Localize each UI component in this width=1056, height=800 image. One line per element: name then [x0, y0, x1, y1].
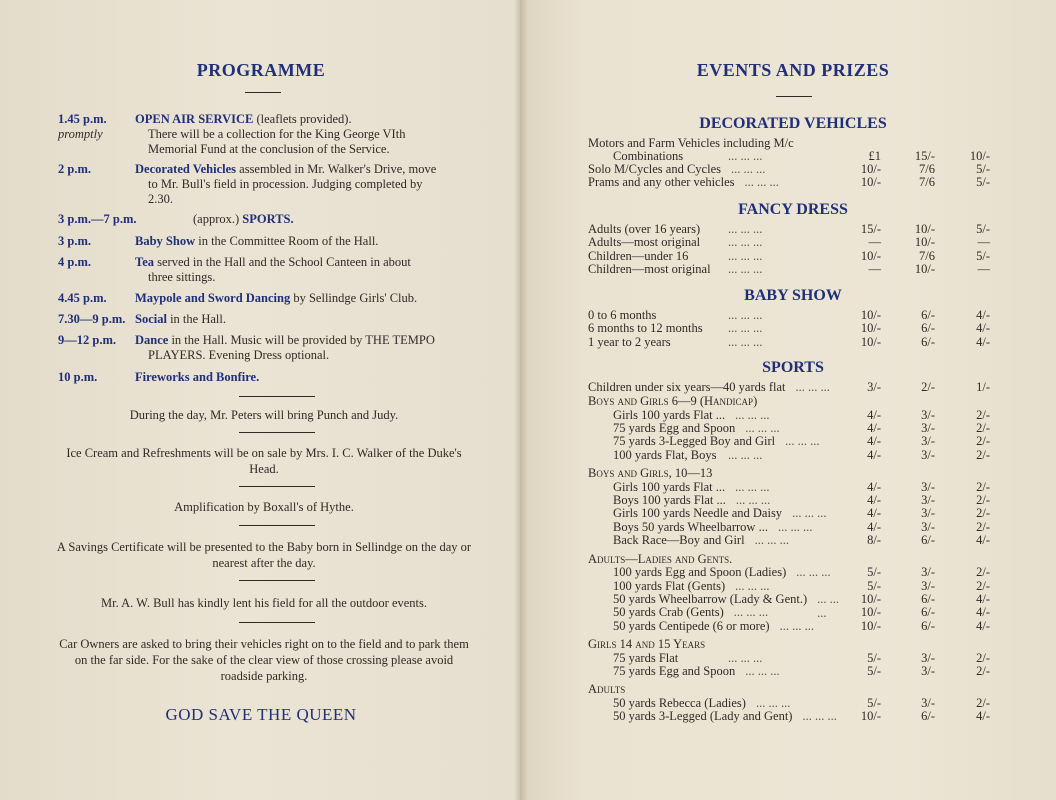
schedule-detail: by Sellindge Girls' Club. [290, 291, 418, 305]
prize-1: 4/- [867, 519, 881, 534]
prize-2: 3/- [921, 434, 935, 449]
leader-dots: ... ... ... [728, 248, 763, 263]
sports-group-heading-text: Adults [588, 682, 626, 697]
leader-dots: ... ... ... [795, 380, 830, 394]
prize-3: 2/- [976, 479, 990, 494]
prize-1: 4/- [867, 407, 881, 422]
schedule-time: 4.45 p.m. [58, 291, 107, 305]
prize-label: 100 yards Flat (Gents) [613, 578, 726, 593]
prize-2: 10/- [914, 235, 935, 250]
prize-row [588, 605, 998, 619]
prize-label: Adults—most original [588, 235, 701, 250]
prize-3: — [977, 235, 990, 250]
prize-1: 10/- [860, 709, 881, 724]
prize-1: — [868, 235, 881, 250]
prize-2: 10/- [914, 261, 935, 276]
sports-group-heading-text: Adults—Ladies and Gents. [588, 551, 733, 566]
prize-label: Children—under 16 [588, 248, 689, 263]
prize-1: 4/- [867, 506, 881, 521]
prize-3: 2/- [976, 407, 990, 422]
programme-note: Mr. A. W. Bull has kindly lent his field for all the outdoor events. [100, 596, 427, 610]
note-divider [239, 580, 315, 581]
prize-row [588, 448, 998, 462]
sports-group-heading-text: Boys and Girls 6—9 (Handicap) [588, 394, 758, 408]
prize-2: 3/- [921, 578, 935, 593]
prize-row [588, 149, 998, 163]
section-baby-show: BABY SHOW [744, 287, 842, 304]
closing-line: GOD SAVE THE QUEEN [165, 705, 357, 724]
prize-label: 50 yards Crab (Gents) [613, 605, 724, 620]
prize-label: 75 yards Egg and Spoon [613, 664, 736, 678]
prize-3: 2/- [976, 506, 990, 521]
leader-dots: ... ... ... [792, 506, 827, 521]
prize-row [588, 235, 998, 249]
leader-dots: ... ... ... [728, 235, 763, 250]
note-divider [239, 525, 315, 526]
prize-1: 5/- [867, 664, 881, 678]
prize-2: 3/- [921, 664, 935, 678]
leader-dots: ... ... ... [785, 434, 820, 449]
section-fancy-dress: FANCY DRESS [738, 201, 848, 218]
prize-1: 4/- [867, 420, 881, 435]
prize-2: 3/- [921, 407, 935, 422]
prize-1: 8/- [867, 533, 881, 548]
prize-1: 5/- [867, 695, 881, 710]
prize-label: Back Race—Boy and Girl [613, 533, 745, 548]
leader-dots: ... ... ... [744, 175, 779, 189]
prize-3: 2/- [976, 447, 990, 462]
prize-1: 10/- [860, 334, 881, 349]
schedule-time: 2 p.m. [58, 162, 91, 176]
schedule-detail: (leaflets provided). [253, 112, 352, 126]
prize-label: Children—most original [588, 261, 711, 276]
prize-row [588, 619, 998, 633]
prize-3: 2/- [976, 420, 990, 435]
schedule-description [193, 212, 535, 227]
prize-row [588, 579, 998, 593]
prize-1: 10/- [860, 618, 881, 633]
prize-label: Prams and any other vehicles [588, 175, 735, 189]
prize-2: 3/- [921, 695, 935, 710]
prize-2: 3/- [921, 565, 935, 580]
schedule-detail: assembled in Mr. Walker's Drive, move [236, 162, 437, 176]
section-sports: SPORTS [762, 359, 824, 376]
prize-2: 3/- [921, 506, 935, 521]
prize-label: 50 yards 3-Legged (Lady and Gent) [613, 709, 793, 724]
prize-1: 10/- [860, 248, 881, 263]
prize-1: 10/- [860, 308, 881, 322]
prize-label: 1 year to 2 years [588, 334, 671, 349]
prize-row [588, 520, 998, 534]
schedule-event-name: Social [135, 312, 167, 326]
leader-dots: ... ... ... [733, 605, 769, 620]
prize-row [588, 249, 998, 263]
prize-label: Combinations [613, 149, 684, 163]
prize-3: 4/- [976, 618, 990, 633]
prize-row [588, 533, 998, 547]
programme-note: Car Owners are asked to bring their vehicles right on to the field and to park them on the far side. For the sake of the clear view of those crossing please avoid roadside parking. [59, 637, 469, 683]
leader-dots: ... ... ... [755, 695, 791, 710]
schedule-detail-line: There will be a collection for the King George VIth [148, 127, 406, 141]
prize-2: 6/- [921, 533, 935, 548]
prize-3: 4/- [976, 709, 990, 724]
prize-3: 5/- [976, 162, 990, 176]
prize-label: 50 yards Wheelbarrow (Lady & Gent.) [613, 591, 808, 606]
sports-group-heading [588, 552, 998, 566]
prize-row [588, 335, 998, 349]
prize-row [588, 262, 998, 276]
note-divider [239, 622, 315, 623]
prize-1: 4/- [867, 447, 881, 462]
programme-note: A Savings Certificate will be presented to the Baby born in Sellindge on the day or nearest after the day. [56, 540, 472, 570]
leader-dots: ... ... ... [735, 407, 770, 422]
prize-2: 3/- [921, 420, 935, 435]
schedule-event-name: Maypole and Sword Dancing [135, 291, 291, 305]
decorated-intro [588, 136, 998, 150]
schedule-time-note: promptly [58, 127, 103, 141]
prize-1: 4/- [867, 434, 881, 449]
sports-group-heading [588, 637, 998, 651]
schedule-time: 3 p.m. [58, 234, 91, 248]
prize-3: 2/- [976, 434, 990, 449]
prize-1: 5/- [867, 565, 881, 580]
prize-row [588, 709, 998, 723]
prize-3: 2/- [976, 519, 990, 534]
schedule-detail-line: Memorial Fund at the conclusion of the Service. [148, 142, 390, 156]
events-title: EVENTS AND PRIZES [696, 60, 890, 80]
leader-dots: ... ... ... [777, 519, 813, 534]
prize-3: 1/- [976, 380, 990, 394]
sports-group-heading [588, 466, 998, 480]
prize-row [588, 506, 998, 520]
schedule-detail-line: to Mr. Bull's field in procession. Judging completed by [148, 177, 423, 191]
prize-1: 5/- [867, 578, 881, 593]
leader-dots: ... ... ... [754, 533, 789, 548]
prize-2: 3/- [921, 650, 935, 665]
prize-label: Girls 100 yards Flat ... [613, 479, 726, 494]
leader-dots: ... ... ... [728, 308, 763, 322]
note-divider [239, 396, 315, 397]
section-decorated-vehicles: DECORATED VEHICLES [699, 115, 887, 132]
prize-3: 4/- [976, 591, 990, 606]
schedule-description [135, 291, 477, 306]
schedule-detail-line: PLAYERS. Evening Dress optional. [148, 348, 330, 362]
prize-2: 6/- [921, 308, 935, 322]
prize-3: 4/- [976, 321, 990, 336]
schedule-description [135, 112, 477, 157]
leader-dots: ... ... ... [796, 565, 831, 580]
prize-3: 2/- [976, 578, 990, 593]
prize-row [588, 308, 998, 322]
prize-1: — [868, 261, 881, 276]
prize-2: 7/6 [919, 248, 935, 263]
prize-label: Girls 100 yards Needle and Daisy [613, 506, 783, 521]
leader-dots: ... ... ... [728, 650, 763, 665]
schedule-description [135, 255, 477, 285]
prize-3: 2/- [976, 565, 990, 580]
prize-3: 2/- [976, 650, 990, 665]
prize-3: 4/- [976, 533, 990, 548]
prize-3: 5/- [976, 222, 990, 236]
leader-dots: ... ... ... [735, 578, 770, 593]
prize-label: Boys 100 yards Flat ... [613, 493, 726, 507]
note-divider [239, 486, 315, 487]
leader-dots: ... ... ... [735, 479, 770, 494]
prize-row [588, 162, 998, 176]
programme-note: Amplification by Boxall's of Hythe. [174, 500, 354, 514]
prize-3: 4/- [976, 334, 990, 349]
leader-dots: ... ... ... [817, 591, 840, 620]
schedule-time: 3 p.m.—7 p.m. [58, 212, 137, 226]
prize-row [588, 480, 998, 494]
programme-note: During the day, Mr. Peters will bring Punch and Judy. [129, 408, 399, 422]
prize-3: 4/- [976, 605, 990, 620]
leader-dots: ... ... ... [728, 222, 763, 236]
prize-1: 4/- [867, 493, 881, 507]
note-divider [239, 432, 315, 433]
prize-2: 6/- [921, 321, 935, 336]
prize-label: 75 yards 3-Legged Boy and Girl [613, 434, 776, 449]
prize-3: 10/- [969, 149, 990, 163]
prize-2: 3/- [921, 519, 935, 534]
leader-dots: ... ... ... [728, 321, 763, 336]
prize-label: Children under six years—40 yards flat [588, 380, 786, 394]
prize-row [588, 651, 998, 665]
schedule-description [135, 162, 477, 207]
prize-row [588, 380, 998, 394]
prize-3: 2/- [976, 664, 990, 678]
prize-row [588, 421, 998, 435]
schedule-event-name: SPORTS. [242, 212, 294, 226]
prize-2: 7/6 [919, 162, 935, 176]
prize-1: 10/- [860, 605, 881, 620]
prize-label: 50 yards Rebecca (Ladies) [613, 695, 746, 710]
schedule-time: 4 p.m. [58, 255, 91, 269]
schedule-event-name: Dance [135, 333, 169, 347]
prize-2: 15/- [914, 149, 935, 163]
schedule-description [135, 370, 477, 385]
leader-dots: ... ... ... [730, 162, 766, 176]
prize-row [588, 222, 998, 236]
prize-2: 6/- [921, 709, 935, 724]
schedule-detail: in the Hall. Music will be provided by THE TEMPO [168, 333, 435, 347]
prize-label: 100 yards Egg and Spoon (Ladies) [613, 565, 787, 580]
prize-3: — [977, 261, 990, 276]
schedule-detail-line: 2.30. [148, 192, 173, 206]
prize-2: 6/- [921, 605, 935, 620]
schedule-event-name: Fireworks and Bonfire. [135, 370, 260, 384]
prize-label: 6 months to 12 months [588, 321, 703, 336]
prize-1: 5/- [867, 650, 881, 665]
prize-2: 2/- [921, 380, 935, 394]
schedule-event-name: Decorated Vehicles [135, 162, 237, 176]
prize-1: 4/- [867, 479, 881, 494]
sports-group-heading [588, 394, 998, 408]
prize-3: 4/- [976, 308, 990, 322]
prize-2: 6/- [921, 591, 935, 606]
prize-1: 3/- [867, 380, 881, 394]
prize-row [588, 565, 998, 579]
prize-2: 6/- [921, 618, 935, 633]
prize-1: 10/- [860, 175, 881, 189]
page-spine [514, 0, 528, 800]
schedule-description [135, 312, 477, 327]
prize-2: 7/6 [919, 175, 935, 189]
prize-1: £1 [868, 149, 881, 163]
schedule-detail: in the Committee Room of the Hall. [195, 234, 379, 248]
programme-note: Ice Cream and Refreshments will be on sale by Mrs. I. C. Walker of the Duke's Head. [66, 446, 462, 476]
leader-dots: ... ... ... [728, 334, 763, 349]
schedule-detail: (approx.) [193, 212, 243, 226]
schedule-time: 1.45 p.m. [58, 112, 107, 126]
decorated-intro-text: Motors and Farm Vehicles including M/c [588, 136, 794, 150]
sports-group-heading [588, 682, 998, 696]
sports-group-heading-text: Boys and Girls, 10—13 [588, 466, 713, 481]
prize-1: 10/- [860, 162, 881, 176]
prize-row [588, 434, 998, 448]
programme-title: PROGRAMME [196, 60, 326, 80]
schedule-event-name: Tea [135, 255, 154, 269]
schedule-description [135, 234, 477, 249]
schedule-time: 7.30—9 p.m. [58, 312, 126, 326]
prize-1: 10/- [860, 321, 881, 336]
prize-2: 3/- [921, 447, 935, 462]
leader-dots: ... ... ... [728, 447, 763, 462]
schedule-time: 10 p.m. [58, 370, 98, 384]
leader-dots: ... ... ... [728, 149, 763, 163]
prize-3: 2/- [976, 695, 990, 710]
prize-label: Adults (over 16 years) [588, 222, 701, 236]
prize-label: Boys 50 yards Wheelbarrow ... [613, 519, 768, 534]
prize-label: 75 yards Egg and Spoon [613, 420, 736, 435]
prize-label: Solo M/Cycles and Cycles [588, 162, 721, 176]
leader-dots: ... ... ... [779, 618, 814, 633]
title-rule [245, 92, 281, 93]
schedule-event-name: OPEN AIR SERVICE [135, 112, 254, 126]
prize-3: 5/- [976, 175, 990, 189]
prize-row [588, 321, 998, 335]
prize-1: 10/- [860, 591, 881, 606]
leader-dots: ... ... ... [728, 261, 763, 276]
leader-dots: ... ... ... [802, 709, 837, 724]
prize-row [588, 664, 998, 678]
leader-dots: ... ... ... [745, 420, 780, 435]
prize-label: 50 yards Centipede (6 or more) [613, 618, 770, 633]
prize-2: 3/- [921, 493, 935, 507]
prize-label: 100 yards Flat, Boys [613, 447, 717, 462]
prize-label: 0 to 6 months [588, 308, 657, 322]
schedule-detail-line: three sittings. [148, 270, 216, 284]
prize-1: 15/- [860, 222, 881, 236]
sports-group-heading-text: Girls 14 and 15 Years [588, 637, 706, 652]
schedule-time: 9—12 p.m. [58, 333, 116, 347]
schedule-detail: served in the Hall and the School Canteen in about [154, 255, 411, 269]
schedule-event-name: Baby Show [135, 234, 196, 248]
prize-label: Girls 100 yards Flat ... [613, 407, 726, 422]
schedule-description [135, 333, 477, 363]
leader-dots: ... ... ... [735, 493, 771, 507]
prize-row [588, 175, 998, 189]
prize-2: 3/- [921, 479, 935, 494]
leader-dots: ... ... ... [745, 664, 780, 678]
prize-2: 10/- [914, 222, 935, 236]
prize-row [588, 696, 998, 710]
prize-row [588, 408, 998, 422]
schedule-detail: in the Hall. [166, 312, 226, 326]
events-title-rule [776, 96, 812, 97]
prize-label: 75 yards Flat [613, 650, 679, 665]
prize-row [588, 493, 998, 507]
prize-3: 2/- [976, 493, 990, 507]
prize-2: 6/- [921, 334, 935, 349]
prize-3: 5/- [976, 248, 990, 263]
